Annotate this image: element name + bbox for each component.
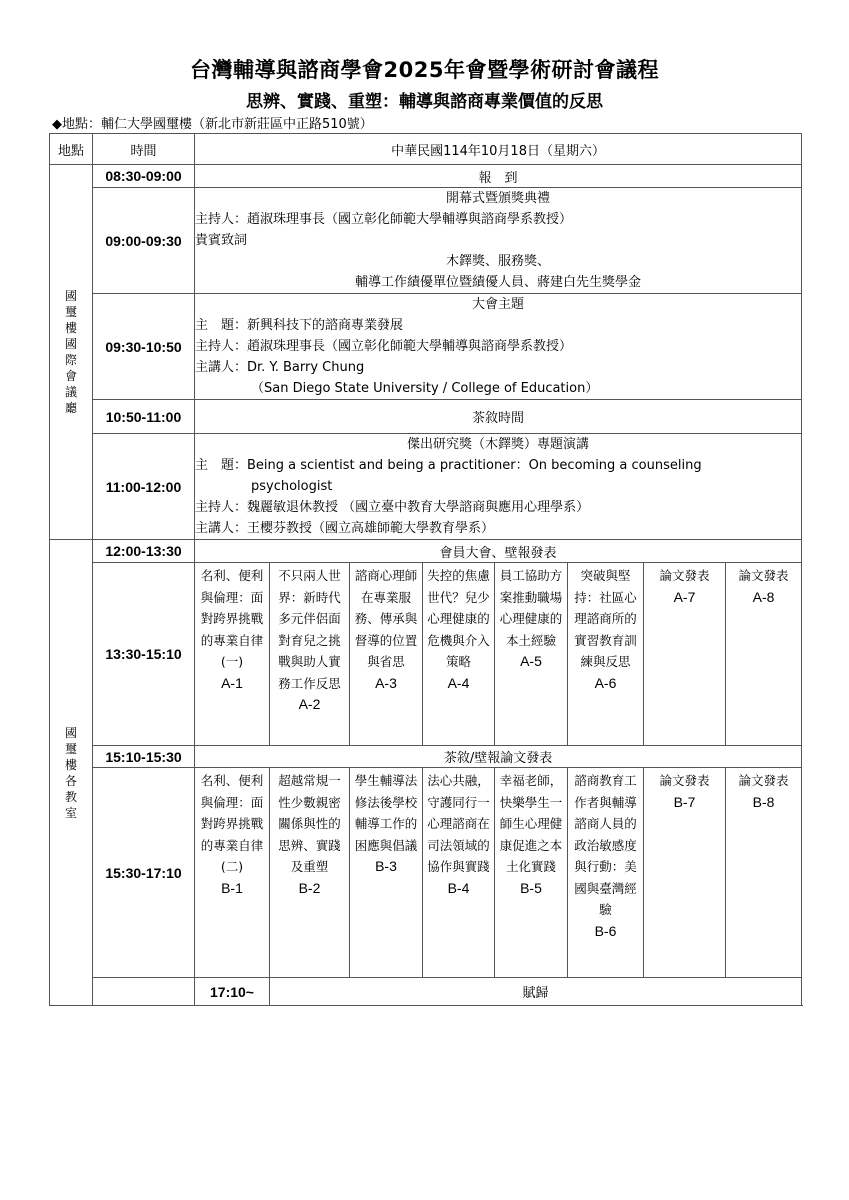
session-speaker: 主講人：Dr. Y. Barry Chung [195, 360, 365, 375]
time-cell: 17:10~ [195, 978, 270, 1006]
session-topic-cont: psychologist [251, 479, 333, 494]
schedule-table [49, 133, 802, 1006]
row-keynote [50, 294, 802, 400]
row-papers-b [50, 768, 802, 978]
session-text: 會員大會、壁報發表 [195, 540, 802, 563]
paper-a2: 不只兩人世界：新時代多元伴侶面對育兒之挑戰與助人實務工作反思 A-2 [270, 563, 350, 746]
paper-b7: 論文發表 B-7 [644, 768, 726, 978]
paper-b1: 名利、便利與倫理：面對跨界挑戰的專業自律(二) B-1 [195, 768, 270, 978]
paper-a4: 失控的焦慮世代？兒少心理健康的危機與介入策略 A-4 [423, 563, 495, 746]
time-cell: 08:30-09:00 [93, 165, 195, 188]
row-registration [50, 165, 802, 188]
venue-hall: 國璽樓國際會議廳 [50, 165, 93, 540]
session-host: 主持人：魏麗敏退休教授 （國立臺中教育大學諮商與應用心理學系） [195, 500, 590, 515]
venue-rooms: 國璽樓各教室 [50, 540, 93, 1006]
paper-b3: 學生輔導法修法後學校輔導工作的困應與倡議 B-3 [350, 768, 423, 978]
paper-b2: 超越常規一性少數親密關係與性的思辨、實踐及重塑 B-2 [270, 768, 350, 978]
paper-a1: 名利、便利與倫理：面對跨界挑戰的專業自律(一) A-1 [195, 563, 270, 746]
paper-a7: 論文發表 A-7 [644, 563, 726, 746]
session-affiliation: （San Diego State University / College of Education） [251, 381, 599, 396]
header-date: 中華民國114年10月18日（星期六） [195, 134, 802, 165]
paper-a8: 論文發表 A-8 [726, 563, 802, 746]
row-opening [50, 188, 802, 294]
session-heading: 傑出研究獎（木鐸獎）專題演講 [407, 437, 590, 452]
session-heading: 大會主題 [472, 297, 525, 312]
session-awards-line2: 輔導工作績優單位暨績優人員、蔣建白先生獎學金 [355, 275, 642, 290]
page-title: 台灣輔導與諮商學會2025年會暨學術研討會議程 [190, 58, 659, 82]
time-cell: 09:30-10:50 [93, 294, 195, 400]
session-text: 賦歸 [270, 978, 802, 1006]
session-host: 主持人：趙淑珠理事長（國立彰化師範大學輔導與諮商學系教授） [195, 339, 573, 354]
time-cell: 12:00-13:30 [93, 540, 195, 563]
session-text: 茶敘時間 [195, 400, 802, 434]
paper-b4: 法心共融，守護同行一心理諮商在司法領域的協作與實踐 B-4 [423, 768, 495, 978]
row-award-lecture [50, 434, 802, 540]
session-speaker: 主講人：王櫻芬教授（國立高雄師範大學教育學系） [195, 521, 495, 536]
session-text: 茶敘/壁報論文發表 [195, 746, 802, 768]
paper-a6: 突破與堅持：社區心理諮商所的實習教育訓練與反思 A-6 [568, 563, 644, 746]
venue-location: ◆地點：輔仁大學國璽樓（新北市新莊區中正路510號） [52, 117, 373, 132]
session-host: 主持人：趙淑珠理事長（國立彰化師範大學輔導與諮商學系教授） [195, 212, 573, 227]
time-cell: 10:50-11:00 [93, 400, 195, 434]
session-guest: 貴賓致詞 [195, 233, 248, 248]
session-topic: 主 題：Being a scientist and being a practitioner：On becoming a counseling [195, 458, 702, 473]
session-topic: 主 題：新興科技下的諮商專業發展 [195, 318, 404, 333]
session-opening [195, 188, 802, 294]
session-text: 報 到 [195, 165, 802, 188]
session-awards-line1: 木鐸獎、服務獎、 [446, 254, 551, 269]
row-poster-break [50, 746, 802, 768]
venue-empty [93, 978, 195, 1006]
page-subtitle: 思辨、實踐、重塑：輔導與諮商專業價值的反思 [246, 92, 603, 112]
time-cell: 15:30-17:10 [93, 768, 195, 978]
row-closing [50, 978, 802, 1006]
paper-b6: 諮商教育工作者與輔導諮商人員的政治敏感度與行動：美國與臺灣經驗 B-6 [568, 768, 644, 978]
header-place: 地點 [50, 134, 93, 165]
time-cell: 15:10-15:30 [93, 746, 195, 768]
paper-a3: 諮商心理師在專業服務、傳承與督導的位置與省思 A-3 [350, 563, 423, 746]
time-cell: 09:00-09:30 [93, 188, 195, 294]
row-tea-break [50, 400, 802, 434]
time-cell: 11:00-12:00 [93, 434, 195, 540]
session-award-lecture [195, 434, 802, 540]
paper-b8: 論文發表 B-8 [726, 768, 802, 978]
paper-b5: 幸福老師，快樂學生一師生心理健康促進之本土化實踐 B-5 [495, 768, 568, 978]
header-time: 時間 [93, 134, 195, 165]
header-row [50, 134, 802, 165]
session-keynote [195, 294, 802, 400]
row-members-meeting [50, 540, 802, 563]
row-papers-a [50, 563, 802, 746]
time-cell: 13:30-15:10 [93, 563, 195, 746]
paper-a5: 員工協助方案推動職場心理健康的本土經驗 A-5 [495, 563, 568, 746]
session-heading: 開幕式暨頒獎典禮 [446, 191, 551, 206]
